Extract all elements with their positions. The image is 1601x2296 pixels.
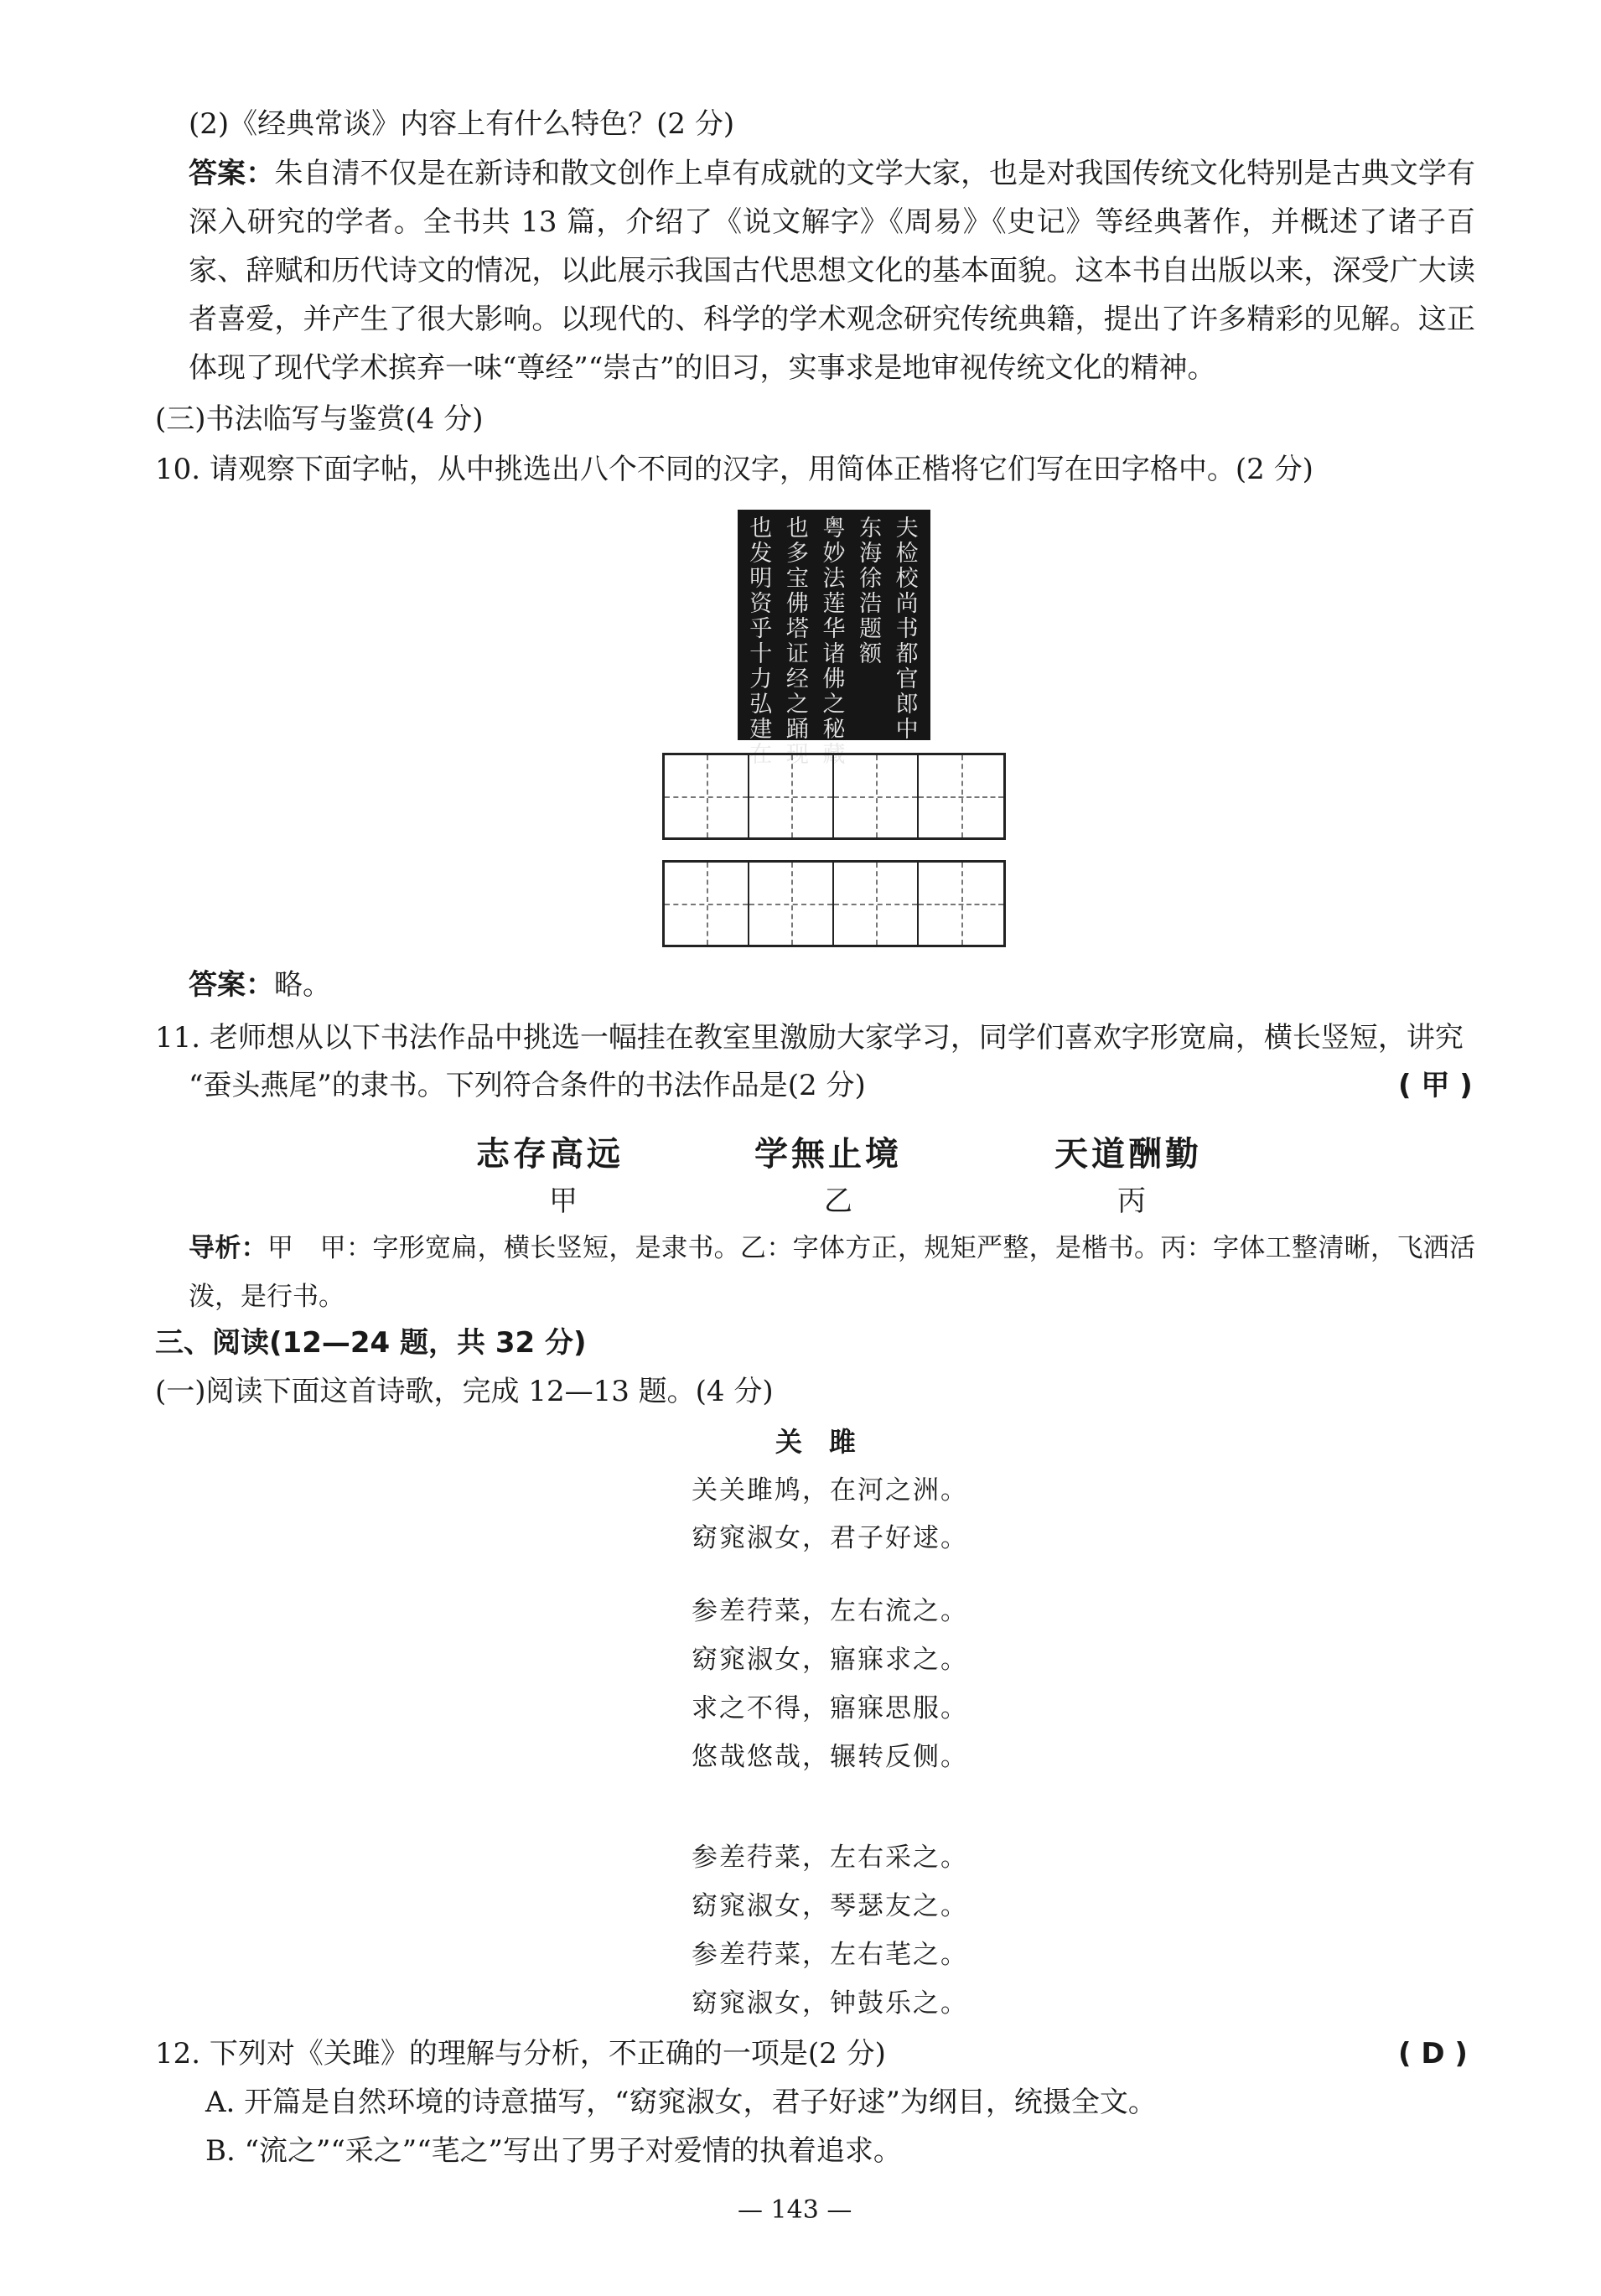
answer-label: 答案： [189,968,274,1002]
question-12: 12. 下列对《关雎》的理解与分析，不正确的一项是(2 分) [155,2037,886,2071]
poem-line: 窈窕淑女，寤寐求之。 [692,1645,968,1675]
poem-line: 窈窕淑女，琴瑟友之。 [692,1891,968,1921]
calligraphy-work-bing: 天道酬勤 [1054,1134,1202,1174]
rubbing-column: 粤妙法莲华诸佛之秘藏 [822,516,846,768]
answer-text: 略。 [274,968,331,1002]
question-10-answer [189,968,331,1002]
tian-grid-cell[interactable] [749,863,834,945]
tian-grid-cell[interactable] [919,863,1003,945]
tian-grid-cell[interactable] [749,755,834,837]
answer-text: 朱自清不仅是在新诗和散文创作上卓有成就的文学大家，也是对我国传统文化特别是古典文学有深入研究的学者。全书共 13 篇，介绍了《说文解字》《周易》《史记》等经典著作，并概述了诸子百家、辞赋和历代诗文的情况，以此展示我国古代思想文化的基本面貌。这本书自出版以来，深受广大读者喜爱，并产生了很大影响。以现代的、科学的学术观念研究传统典籍，提出了许多精彩的见解。这正体现了现代学术摈弃一味“尊经”“崇古”的旧习，实事求是地审视传统文化的精神。 [189,157,1475,385]
question-12-option-a: A. 开篇是自然环境的诗意描写，“窈窕淑女，君子好逑”为纲目，统摄全文。 [205,2086,1157,2119]
section-calligraphy-heading: (三)书法临写与鉴赏(4 分) [155,402,484,436]
question-12-answer: ( D ) [1398,2037,1468,2071]
tian-grid-cell[interactable] [834,755,919,837]
question-9-2-answer [189,149,1475,392]
part-3-heading: 三、阅读(12—24 题，共 32 分) [155,1326,587,1360]
tian-grid-cell[interactable] [834,863,919,945]
tian-grid-cell[interactable] [665,863,749,945]
poem-line: 求之不得，寤寐思服。 [692,1693,968,1723]
poem-title: 关 雎 [775,1426,857,1458]
poem-line: 窈窕淑女，君子好逑。 [692,1523,968,1553]
rubbing-column: 也多宝佛塔证经之踊现 [785,516,809,768]
question-11-line-2: “蚕头燕尾”的隶书。下列符合条件的书法作品是(2 分) [189,1069,866,1102]
page-number: — 143 — [738,2195,852,2225]
poem-line: 参差荇菜，左右采之。 [692,1843,968,1873]
label-bing: 丙 [1117,1184,1146,1218]
reading-1-heading: (一)阅读下面这首诗歌，完成 12—13 题。(4 分) [155,1375,774,1408]
guide-text: 甲 甲：字形宽扁，横长竖短，是隶书。乙：字体方正，规矩严整，是楷书。丙：字体工整清晰，飞洒活泼，是行书。 [189,1233,1475,1312]
tian-grid-row-2 [662,860,1006,947]
question-11-answer: ( 甲 ) [1398,1069,1473,1102]
tian-grid-cell[interactable] [919,755,1003,837]
guide-label: 导析： [189,1233,267,1263]
answer-label: 答案： [189,157,275,190]
tian-grid-cell[interactable] [665,755,749,837]
question-12-option-b: B. “流之”“采之”“芼之”写出了男子对爱情的执着追求。 [205,2134,902,2168]
label-yi: 乙 [824,1184,852,1218]
rubbing-column: 夫检校尚书都官郎中 [895,516,919,743]
tian-grid-row-1 [662,753,1006,840]
poem-line: 悠哉悠哉，辗转反侧。 [692,1742,968,1772]
calligraphy-rubbing-image [738,510,930,768]
rubbing-column: 东海徐浩题额 [859,516,883,667]
question-10: 10. 请观察下面字帖，从中挑选出八个不同的汉字，用简体正楷将它们写在田字格中。(2 分) [155,453,1313,486]
poem-line: 参差荇菜，左右流之。 [692,1596,968,1626]
poem-line: 关关雎鸠，在河之洲。 [692,1475,968,1506]
poem-line: 参差荇菜，左右芼之。 [692,1940,968,1970]
calligraphy-work-yi: 学無止境 [754,1134,902,1174]
question-9-2: (2)《经典常谈》内容上有什么特色？(2 分) [189,107,735,141]
label-jia: 甲 [549,1184,578,1218]
rubbing-column: 也发明资乎十力弘建在 [749,516,773,768]
calligraphy-work-jia: 志存高远 [476,1134,624,1174]
poem-line: 窈窕淑女，钟鼓乐之。 [692,1988,968,2019]
question-11-guide [189,1224,1475,1321]
question-11-line-1: 11. 老师想从以下书法作品中挑选一幅挂在教室里激励大家学习，同学们喜欢字形宽扁，横长竖短，讲究 [155,1021,1464,1055]
